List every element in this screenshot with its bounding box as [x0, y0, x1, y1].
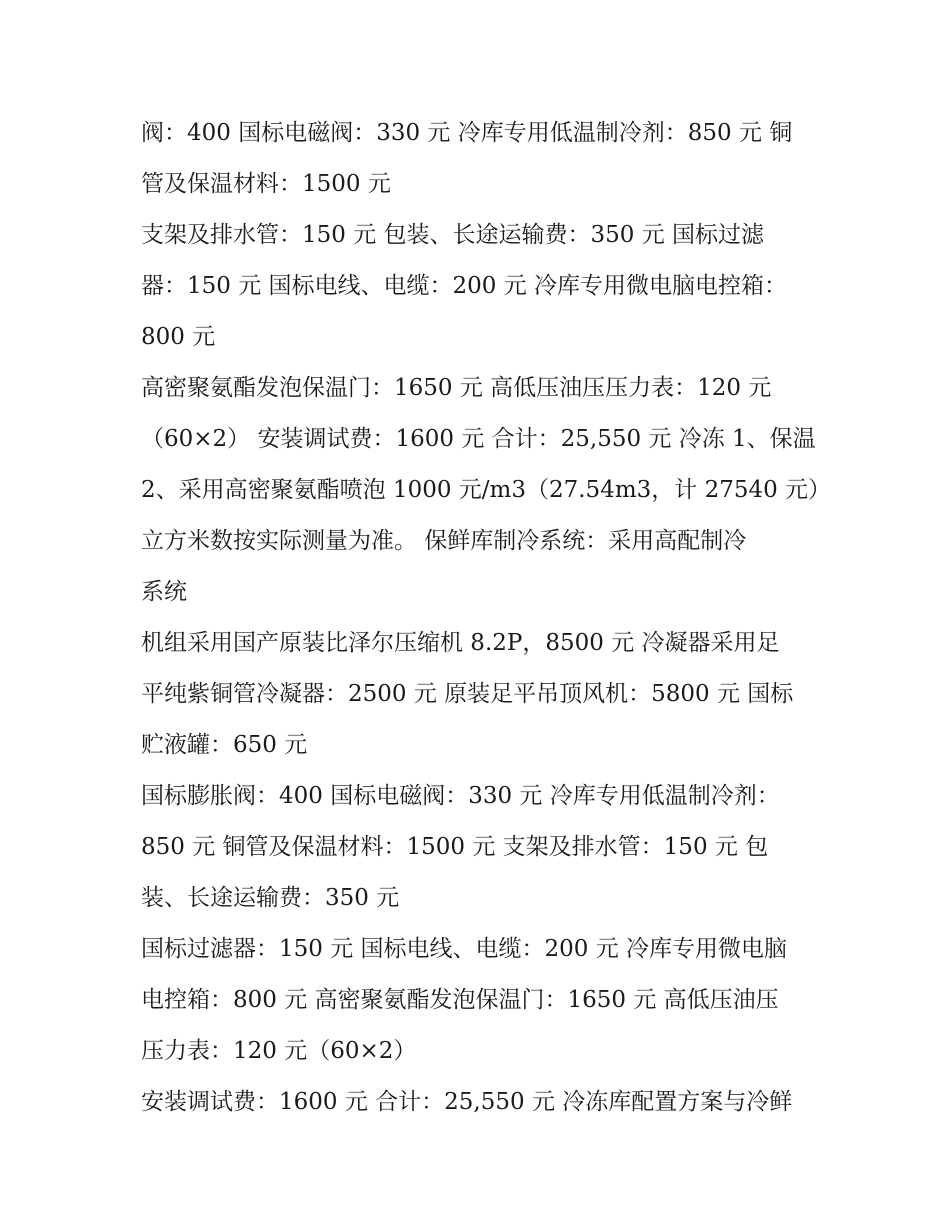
text-line: 阀：400 国标电磁阀：330 元 冷库专用低温制冷剂：850 元 铜 — [141, 120, 793, 146]
text-line: 高密聚氨酯发泡保温门：1650 元 高低压油压压力表：120 元 — [141, 375, 772, 401]
text-line: 安装调试费：1600 元 合计：25,550 元 冷冻库配置方案与冷鲜 — [141, 1089, 793, 1115]
text-line: 贮液罐：650 元 — [141, 732, 308, 758]
document-body — [141, 108, 832, 1128]
text-line: 支架及排水管：150 元 包装、长途运输费：350 元 国标过滤 — [141, 222, 765, 248]
text-line: 平纯紫铜管冷凝器：2500 元 原装足平吊顶风机：5800 元 国标 — [141, 681, 794, 707]
text-line: 2、采用高密聚氨酯喷泡 1000 元/m3（27.54m3，计 27540 元） — [141, 477, 832, 503]
text-line: 机组采用国产原装比泽尔压缩机 8.2P，8500 元 冷凝器采用足 — [141, 630, 780, 656]
text-line: 压力表：120 元（60×2） — [141, 1038, 417, 1064]
text-line: （60×2） 安装调试费：1600 元 合计：25,550 元 冷冻 1、保温 — [141, 426, 816, 452]
text-line: 管及保温材料：1500 元 — [141, 171, 391, 197]
text-line: 系统 — [141, 579, 187, 605]
text-line: 800 元 — [141, 324, 216, 350]
text-line: 器：150 元 国标电线、电缆：200 元 冷库专用微电脑电控箱： — [141, 273, 788, 299]
text-line: 国标膨胀阀：400 国标电磁阀：330 元 冷库专用低温制冷剂： — [141, 783, 780, 809]
text-line: 电控箱：800 元 高密聚氨酯发泡保温门：1650 元 高低压油压 — [141, 987, 779, 1013]
text-line: 立方米数按实际测量为准。 保鲜库制冷系统：采用高配制冷 — [141, 528, 747, 554]
text-line: 850 元 铜管及保温材料：1500 元 支架及排水管：150 元 包 — [141, 834, 769, 860]
text-line: 装、长途运输费：350 元 — [141, 885, 400, 911]
text-line: 国标过滤器：150 元 国标电线、电缆：200 元 冷库专用微电脑 — [141, 936, 788, 962]
